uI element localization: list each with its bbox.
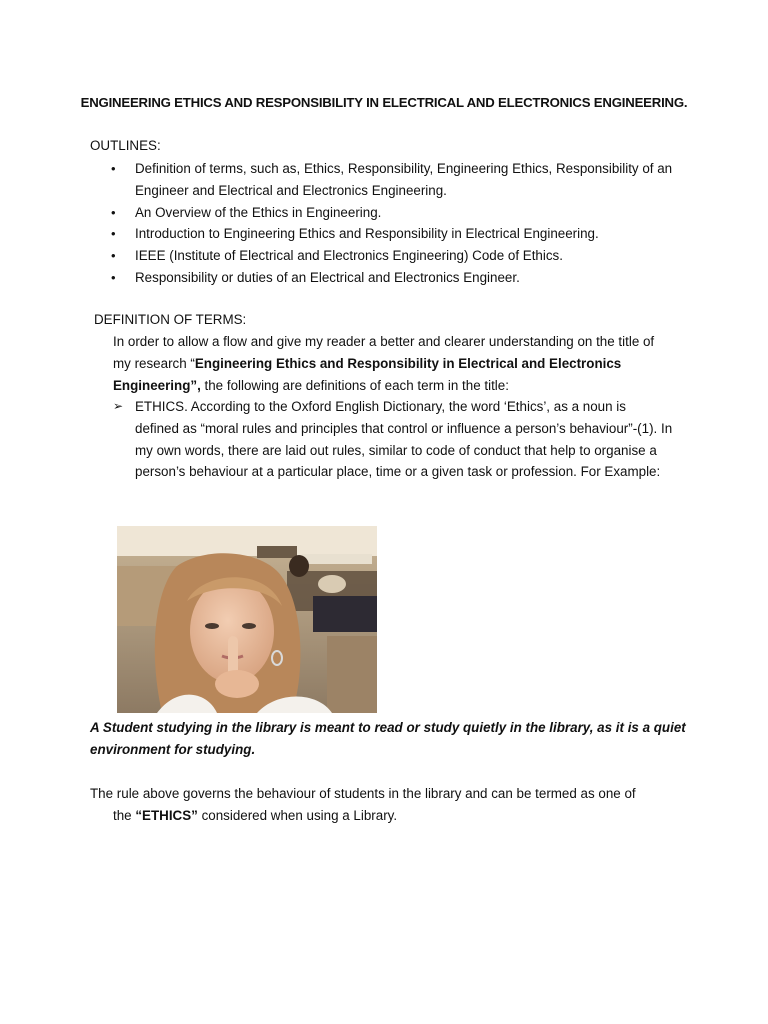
- bullet-icon: •: [111, 204, 116, 220]
- definitions-heading: DEFINITION OF TERMS:: [94, 312, 247, 327]
- bullet-icon: •: [111, 226, 116, 242]
- list-item: • Introduction to Engineering Ethics and Responsibility in Electrical Engineering.: [90, 223, 690, 245]
- list-item: • An Overview of the Ethics in Engineering.: [90, 202, 690, 224]
- rule-paragraph: The rule above governs the behaviour of students in the library and can be termed as one of the “ETHICS” considered when using a Library.: [90, 786, 636, 823]
- research-title: Engineering Ethics and Responsibility in Electrical and Electronics Engineering”,: [113, 355, 622, 393]
- bullet-icon: •: [111, 161, 116, 176]
- outlines-heading: OUTLINES:: [90, 138, 161, 153]
- intro-paragraph: In order to allow a flow and give my reader a better and clearer understanding on the title of my research “Engineering Ethics and Responsibility in Electrical and Electronics Engineering”, the following are definitions of each term in the title:: [113, 334, 655, 393]
- list-item: • IEEE (Institute of Electrical and Electronics Engineering) Code of Ethics.: [90, 245, 690, 267]
- library-student-photo: [117, 526, 377, 713]
- ethics-emphasis: “ETHICS”: [135, 807, 198, 823]
- student-photo-illustration: [117, 526, 377, 713]
- document-title: ENGINEERING ETHICS AND RESPONSIBILITY IN ELECTRICAL AND ELECTRONICS ENGINEERING.: [80, 95, 688, 110]
- ethics-definition-item: [113, 396, 673, 483]
- photo-caption: A Student studying in the library is meant to read or study quietly in the library, as it is a quiet environment for studying.: [90, 720, 686, 757]
- outline-list: [90, 158, 690, 289]
- list-item: • Responsibility or duties of an Electrical and Electronics Engineer.: [90, 267, 690, 289]
- bullet-icon: •: [111, 269, 116, 285]
- list-item: • Definition of terms, such as, Ethics, Responsibility, Engineering Ethics, Responsibility of an Engineer and Electrical and Electronics Engineering.: [90, 158, 690, 202]
- ethics-definition-text: ETHICS. According to the Oxford English Dictionary, the word ‘Ethics’, as a noun is defined as “moral rules and principles that control or influence a person’s behaviour”-(1). In my own words, there are laid out rules, similar to code of conduct that help to organise a person’s behaviour at a particular place, time or a given task or profession. For Example:: [135, 399, 673, 480]
- bullet-icon: •: [111, 248, 116, 264]
- arrow-bullet-icon: ➢: [113, 399, 124, 413]
